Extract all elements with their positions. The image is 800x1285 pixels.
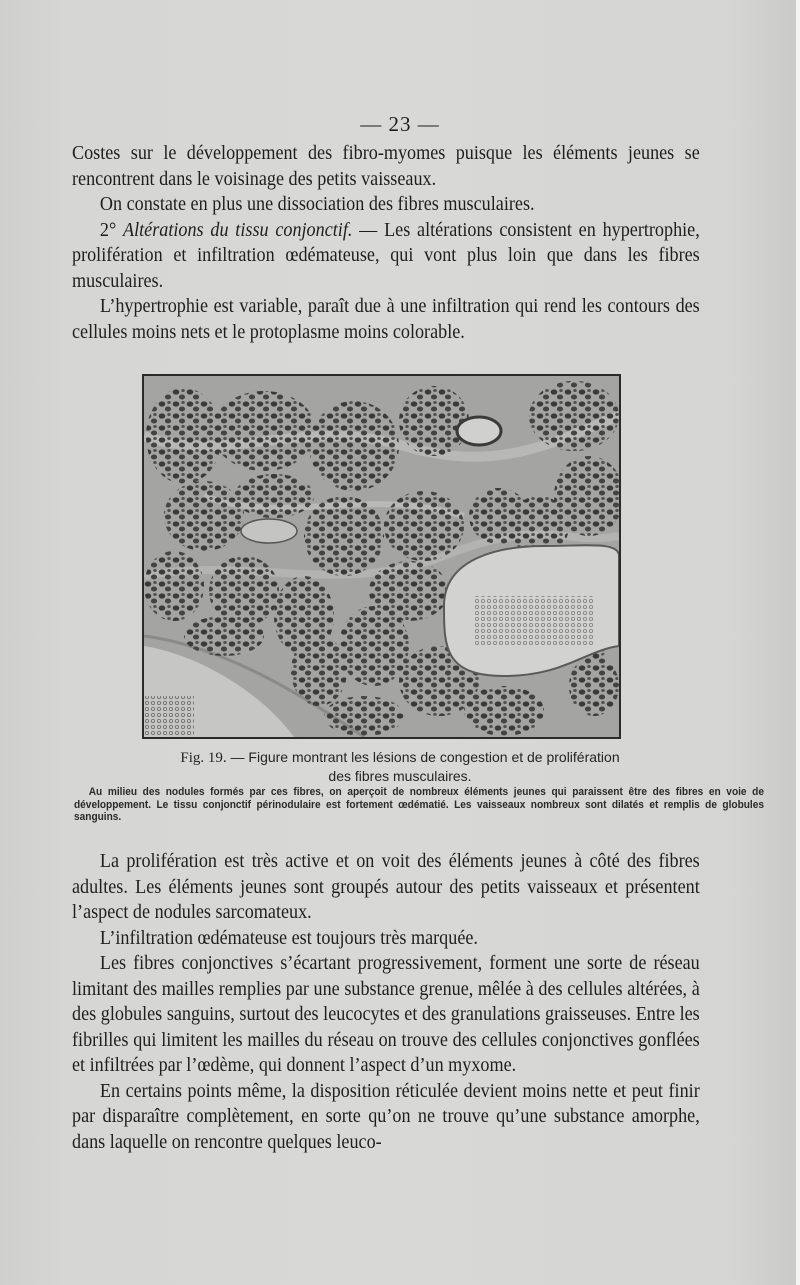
figure-label: Fig. 19. (180, 750, 227, 766)
paragraph: Les fibres conjonctives s’écartant progressivement, forment une sorte de réseau limitant des mailles remplies par une substance grenue, mêlée à des cellules altérées, à des globules sanguins, surtout des leucocytes et des granulations graisseuses. Entre les fibrilles qui limitent les mailles du réseau on trouve des cellules conjonctives gonflées et infiltrées par l’œdème, qui donnent l’aspect d’un myxome. (72, 953, 700, 1076)
paragraph: L’infiltration œdémateuse est toujours très marquée. (99, 927, 478, 949)
figure-illustration (144, 376, 619, 737)
paragraph: On constate en plus une dissociation des fibres musculaires. (99, 194, 535, 215)
page-edge (796, 0, 800, 1285)
paragraph: La prolifération est très active et on voit des éléments jeunes à côté des fibres adultes. Les éléments jeunes sont groupés autour des petits vaisseaux et présentent l’aspect de nodules sarcomateux. (72, 851, 700, 923)
caption-line-1 (0, 748, 800, 767)
section-heading: Altérations du tissu conjonctif. (123, 219, 353, 241)
top-text-block (72, 141, 700, 345)
bottom-text-block (72, 849, 700, 1155)
caption-title: — Figure montrant les lésions de congestion et de prolifération (226, 749, 620, 765)
paragraph: Costes sur le développement des fibro-myomes puisque les éléments jeunes se rencontrent dans le voisinage des petits vaisseaux. (72, 143, 700, 190)
figure-description-text: Au milieu des nodules formés par ces fibres, on aperçoit de nombreux éléments jeunes qui paraissent être des fibres en voie de développement. Le tissu conjonctif périnodulaire est fortement œdématié. Les vaisseaux nombreux sont dilatés et remplis de globules sanguins. (74, 786, 765, 823)
figure-description (74, 786, 764, 824)
paragraph: En certains points même, la disposition réticulée devient moins nette et peut finir par disparaître complètement, en sorte qu’on ne trouve qu’une substance amorphe, dans laquelle on rencontre quelques leuco- (72, 1080, 700, 1153)
histology-figure (142, 374, 621, 739)
section-text: — Les altérations consistent en hypertrophie, prolifération et infiltration œdémateuse, qui vont plus loin que dans les fibres musculaires. (72, 219, 700, 292)
section-number: 2° (99, 219, 117, 241)
figure-caption (0, 748, 800, 785)
page-number: — 23 — (360, 112, 440, 136)
paragraph-section-heading (72, 218, 700, 295)
caption-line-2: des fibres musculaires. (328, 768, 472, 784)
paragraph: L’hypertrophie est variable, paraît due à une infiltration qui rend les contours des cellules moins nets et le protoplasme moins colorable. (72, 296, 700, 343)
